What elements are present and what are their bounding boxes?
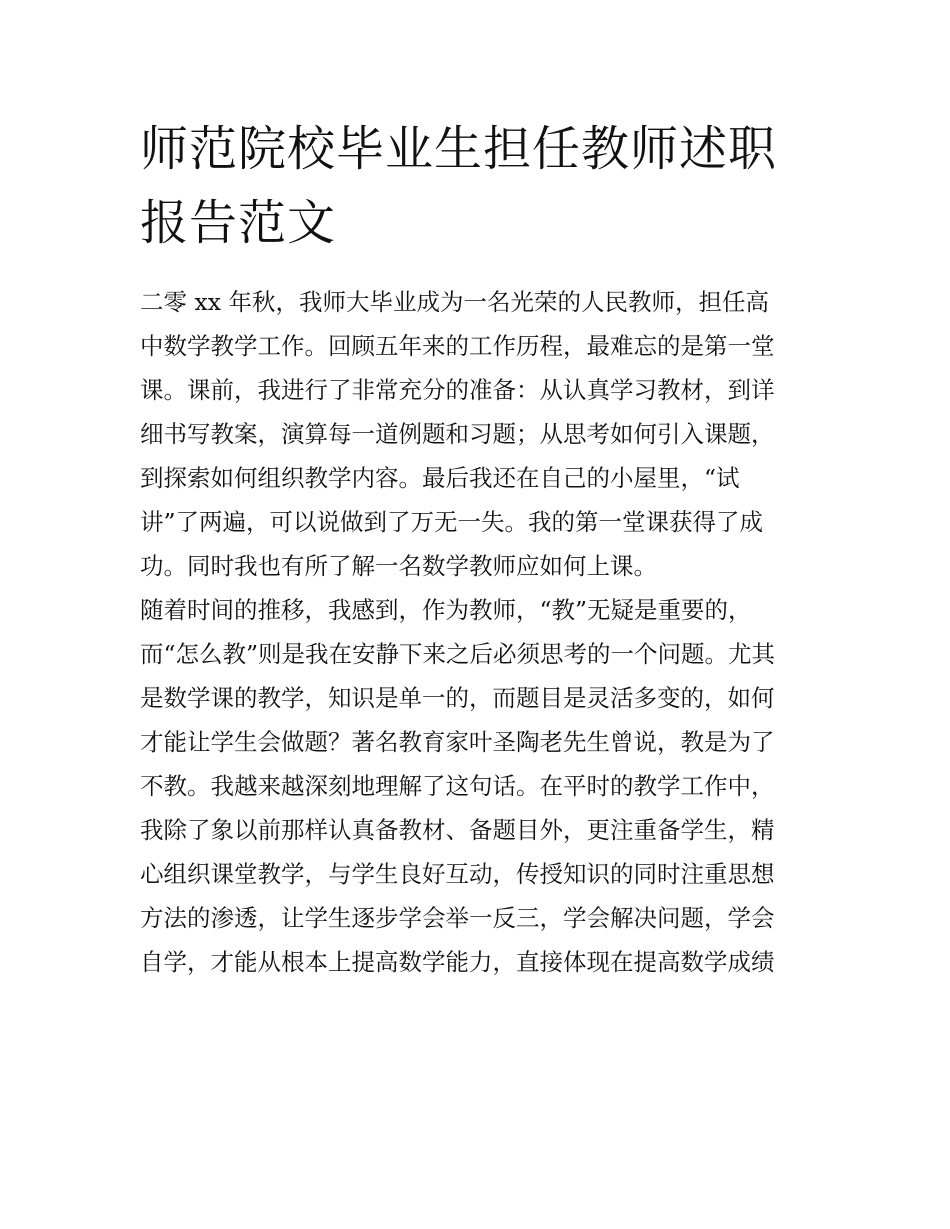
body-line: 不教。我越来越深刻地理解了这句话。在平时的教学工作中， bbox=[140, 772, 775, 800]
body-line: 中数学教学工作。回顾五年来的工作历程，最难忘的是第一堂 bbox=[140, 332, 775, 360]
body-line: 我除了象以前那样认真备教材、备题目外，更注重备学生，精 bbox=[140, 816, 775, 844]
body-line: 细书写教案，演算每一道例题和习题；从思考如何引入课题， bbox=[140, 420, 775, 448]
document-body bbox=[140, 280, 812, 984]
body-line: 讲”了两遍，可以说做到了万无一失。我的第一堂课获得了成 bbox=[140, 508, 764, 536]
body-line: 课。课前，我进行了非常充分的准备：从认真学习教材，到详 bbox=[140, 376, 775, 404]
body-line: 二零 xx 年秋，我师大毕业成为一名光荣的人民教师，担任高 bbox=[140, 288, 769, 316]
title-line: 报告范文 bbox=[140, 195, 337, 251]
body-line: 才能让学生会做题？著名教育家叶圣陶老先生曾说，教是为了 bbox=[140, 728, 775, 756]
body-line: 是数学课的教学，知识是单一的，而题目是灵活多变的，如何 bbox=[140, 684, 775, 712]
title-line: 师范院校毕业生担任教师述职 bbox=[140, 121, 778, 177]
body-line: 到探索如何组织教学内容。最后我还在自己的小屋里，“试 bbox=[140, 464, 740, 492]
body-line: 自学，才能从根本上提高数学能力，直接体现在提高数学成绩 bbox=[140, 948, 775, 976]
body-line: 方法的渗透，让学生逐步学会举一反三，学会解决问题，学会 bbox=[140, 904, 775, 932]
body-line: 心组织课堂教学，与学生良好互动，传授知识的同时注重思想 bbox=[140, 860, 775, 888]
body-line: 功。同时我也有所了解一名数学教师应如何上课。 bbox=[140, 552, 657, 580]
body-line: 而“怎么教”则是我在安静下来之后必须思考的一个问题。尤其 bbox=[140, 640, 776, 668]
body-line: 随着时间的推移，我感到，作为教师，“教”无疑是重要的， bbox=[140, 596, 752, 624]
document-title bbox=[140, 112, 820, 260]
